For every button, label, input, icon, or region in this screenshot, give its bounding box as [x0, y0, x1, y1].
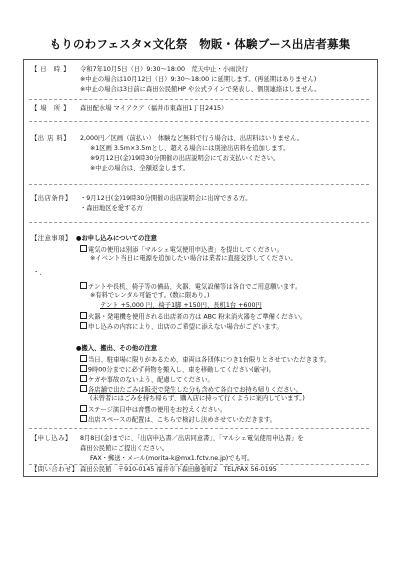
fee-note-size: ※1区画 3.5m×3.5mとし、超える場合には別途出店料を追加します。 — [90, 145, 290, 152]
checkbox-icon — [80, 365, 87, 372]
postpone-note: ※中止の場合は10月12日（日）9:30～18:00 に延期します。(再延期はありません) — [80, 76, 317, 83]
stray-mark: ・、 — [33, 269, 46, 276]
condition-item: ・森田地区を愛する方 — [80, 205, 143, 212]
checkbox-icon — [80, 385, 87, 392]
condition-item: ・9月12日(金)19時30分開催の出店説明会に出席できる方。 — [80, 195, 252, 202]
conditions-label: 【出店条件】 — [31, 195, 72, 202]
note-item: テントや長机、椅子等の備品、火器、電気設備等は各自でご用意願います。 — [80, 282, 301, 292]
checkbox-icon — [80, 415, 87, 422]
note-item: 火器・発電機を使用される出店者の方は ABC 粉末消火器をご準備ください。 — [80, 312, 306, 322]
note-item: 電気の使用は別添「マルシェ電気使用申込書」を提出してください。 — [80, 245, 283, 255]
checkbox-icon — [80, 282, 87, 289]
fee-line: 2,000円／区画（前払い） 体験など無料で行う場合は、出店料はいりません。 — [80, 135, 304, 142]
note-subitem: ※有料でレンタル可能です。(数に限あり。) — [90, 292, 210, 299]
contact-label: 【問い合わせ】 — [31, 466, 79, 473]
note-subitem: (未曾者にはごみを持ち帰らず、購入店に持って行くように案内しています。) — [90, 395, 305, 402]
notes-label: 【注意事項】 — [31, 235, 72, 242]
note-item: 申し込みの内容により、出店のご希望に添えない場合がございます。 — [80, 322, 283, 332]
notes-section1-heading: ●お申し込みについての注意 — [76, 235, 157, 242]
apply-submit: 森田公民館にご提出ください。 — [80, 445, 169, 452]
separator — [29, 464, 369, 465]
page-title: もりのわフェスタ×文化祭 物販・体験ブース出店者募集 — [49, 37, 351, 51]
note-item: ケガや事故のないよう、配慮してください。 — [80, 375, 214, 385]
separator — [29, 184, 369, 185]
checkbox-icon — [80, 245, 87, 252]
note-item: ステージ演目中は音響の使用をお控えください。 — [80, 405, 226, 415]
note-item: 9時00分までに必ず荷物を搬入し、車を移動してください(厳守)。 — [80, 365, 275, 375]
apply-deadline: 8月8日(金)までに、「出店申込書／出店同意書」、「マルシェ電気使用申込書」を — [80, 435, 304, 442]
checkbox-icon — [80, 405, 87, 412]
fee-label: 【出 店 料】 — [31, 135, 70, 142]
apply-methods: FAX・郵送・メール(morita-k@mx1.fctv.ne.jp)でも可。 — [90, 455, 254, 462]
date-label: 【 日 時 】 — [31, 66, 70, 73]
checkbox-icon — [80, 312, 87, 319]
note-item: 当日、駐車場に限りがあるため、車両は各団体につき1台限りとさせていただきます。 — [80, 355, 330, 365]
fee-note-payment: ※9月12日(金)19時30分開催の出店説明会にてお支払いください。 — [90, 155, 280, 162]
apply-label: 【申し込み】 — [31, 435, 72, 442]
checkbox-icon — [80, 375, 87, 382]
checkbox-icon — [80, 355, 87, 362]
separator — [29, 222, 369, 223]
date-line: 令和7年10月5日（日）9:30～18:00 荒天中止・小雨決行 — [80, 66, 248, 73]
rental-prices: テント +5,000 円、椅子1脚 +150円、長机1台 +600円 — [100, 302, 262, 309]
checkbox-icon — [80, 322, 87, 329]
note-item: 各店舗で出たごみは販売で発生した分も含めて各自でお持ち帰りください。 — [80, 385, 302, 395]
note-subitem: ※イベント当日に電源を追加したい場合は業者に直接交渉してください。 — [90, 255, 297, 262]
separator — [29, 121, 369, 122]
place-label: 【 場 所 】 — [31, 105, 70, 112]
place-value: 森田配水場 マイアクア（福井市東森田1丁目2415） — [80, 105, 228, 112]
contact-info: 森田公民館 〒910-0145 福井市下森田藤巻町2 TEL/FAX 56-0195 — [80, 466, 277, 473]
separator — [29, 428, 369, 429]
notes-section2-heading: ●搬入、搬出、その他の注意 — [76, 345, 158, 352]
note-item: 出店スペースの配置は、こちらで検討し決めさせていただきます。 — [80, 415, 276, 425]
cancel-notice-note: ※中止の場合は3日前に森田公民館HP や公式ラインで発表し、個別連絡はしません。 — [80, 86, 321, 93]
fee-note-refund: ※中止の場合は、全額返金します。 — [90, 165, 190, 172]
separator — [29, 99, 369, 100]
